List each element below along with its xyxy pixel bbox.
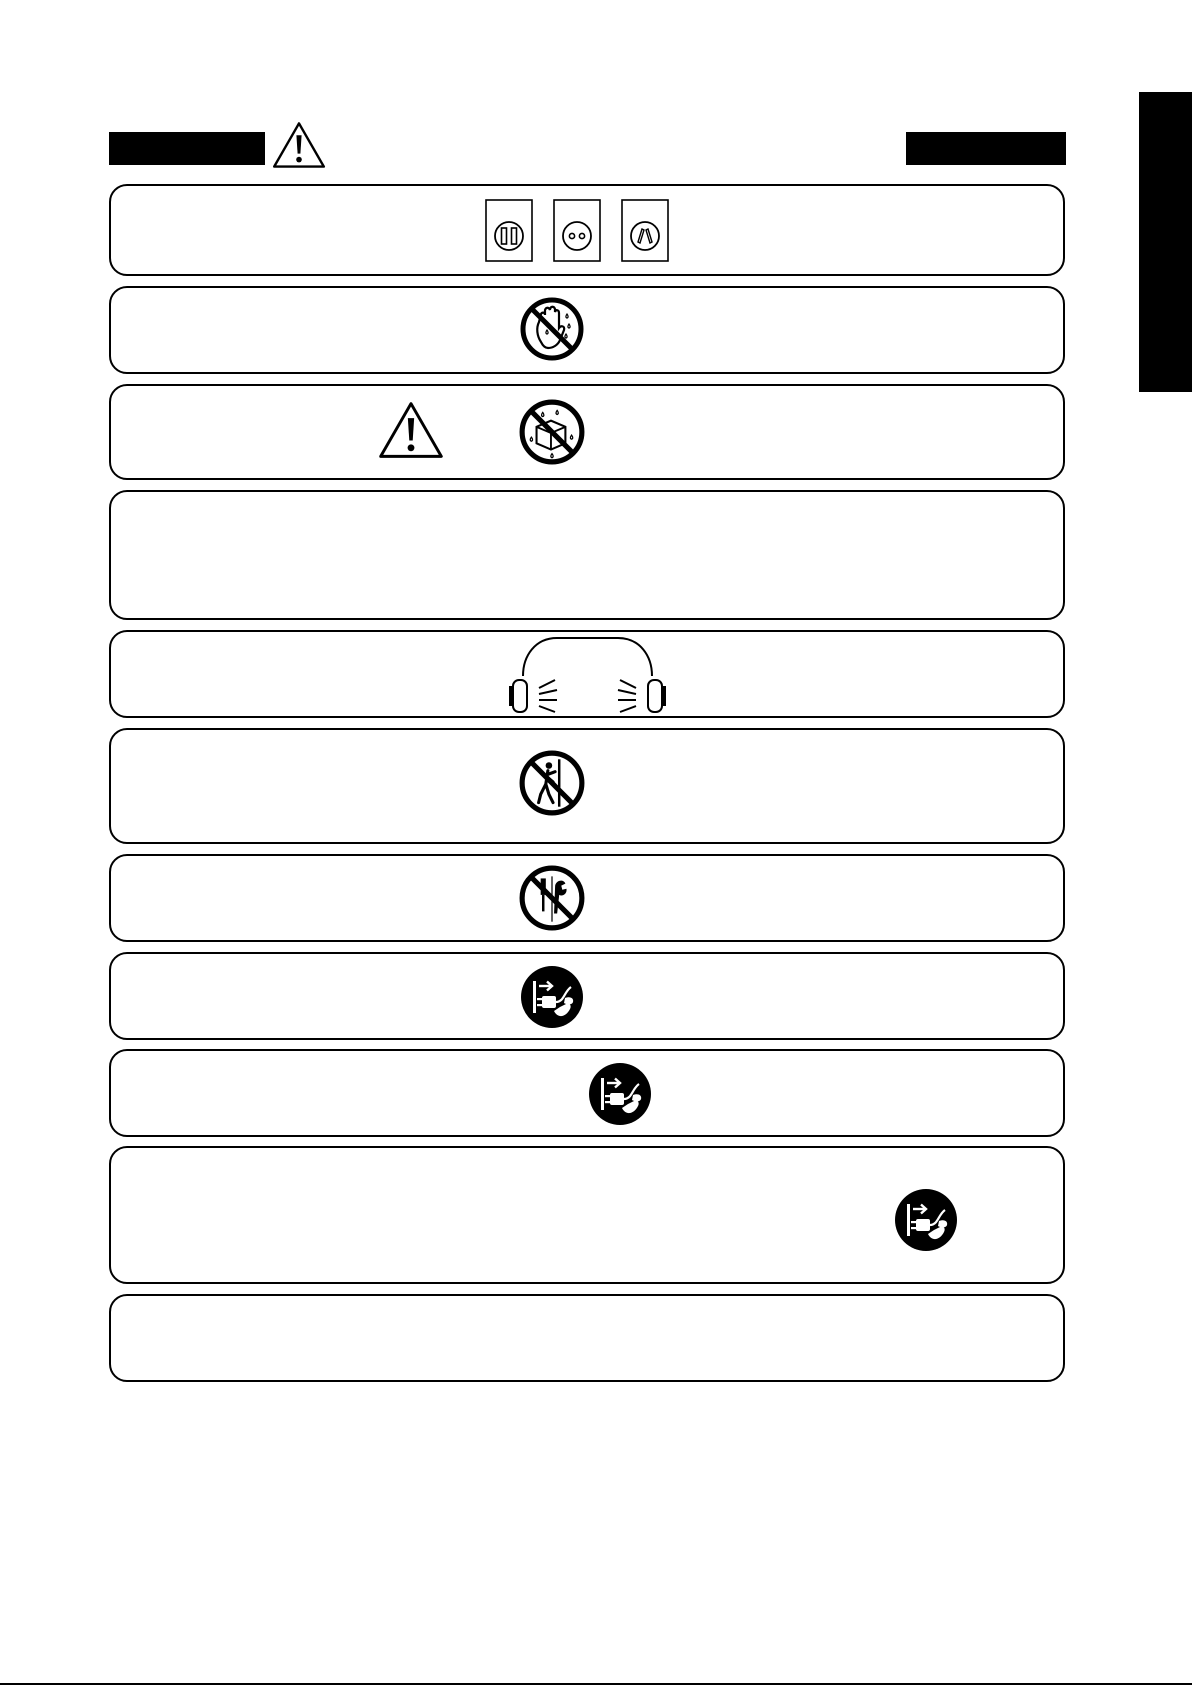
outlet-round-pins-icon	[553, 199, 601, 262]
no-water-splash-icon	[518, 398, 586, 466]
panel-6	[109, 728, 1065, 844]
header-bar-left	[109, 132, 265, 165]
no-wet-hands-icon	[519, 296, 585, 362]
no-climbing-icon	[518, 749, 586, 817]
panel-9	[109, 1049, 1065, 1137]
unplug-icon	[588, 1062, 652, 1126]
panel-7	[109, 854, 1065, 942]
panel-2	[109, 286, 1065, 374]
warning-triangle-icon	[272, 121, 326, 169]
headphones-loud-icon	[505, 632, 670, 714]
panel-11	[109, 1294, 1065, 1382]
outlet-angled-pins-icon	[621, 199, 669, 262]
unplug-icon	[894, 1188, 958, 1252]
side-tab	[1139, 92, 1192, 392]
panel-8	[109, 952, 1065, 1040]
panel-3	[109, 384, 1065, 480]
unplug-icon	[520, 965, 584, 1029]
no-disassembly-icon	[518, 864, 586, 932]
warning-triangle-icon	[378, 401, 444, 459]
header-bar-right	[906, 132, 1066, 165]
panel-4	[109, 490, 1065, 620]
outlet-flat-pins-icon	[485, 199, 533, 262]
